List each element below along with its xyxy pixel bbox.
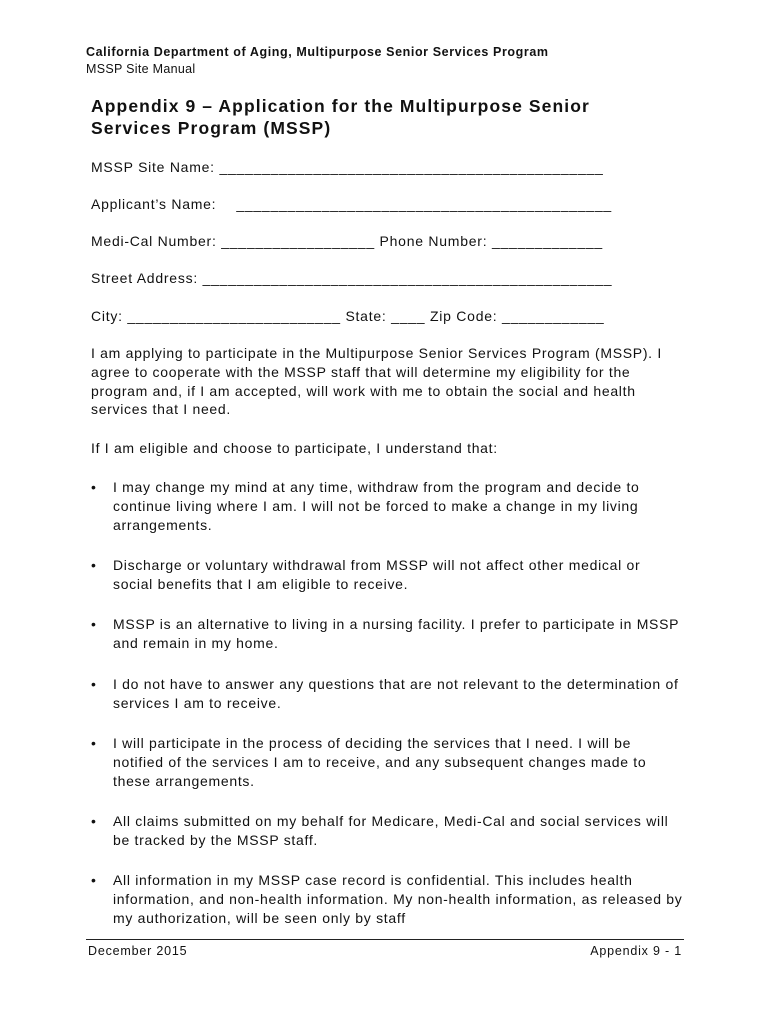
- footer-date: December 2015: [88, 944, 188, 958]
- phone-number-field[interactable]: Phone Number: _____________: [379, 233, 603, 249]
- bullet-icon: •: [91, 616, 97, 632]
- list-item: [91, 871, 683, 927]
- list-item-text: I do not have to answer any questions that are not relevant to the determination of services I am to receive.: [113, 676, 679, 711]
- medi-cal-number-field[interactable]: Medi-Cal Number: __________________: [91, 233, 375, 249]
- understand-lead: If I am eligible and choose to participate, I understand that:: [91, 440, 498, 456]
- list-item-text: MSSP is an alternative to living in a nursing facility. I prefer to participate in MSSP and remain in my home.: [113, 616, 679, 651]
- city-field[interactable]: City: _________________________: [91, 308, 341, 324]
- footer-divider: [86, 939, 684, 940]
- bullet-icon: •: [91, 735, 97, 751]
- list-item: [91, 812, 683, 850]
- list-item: [91, 734, 683, 790]
- city-state-zip-row: [91, 307, 604, 325]
- organization-name: California Department of Aging, Multipurpose Senior Services Program: [86, 45, 549, 59]
- applicant-name-label: Applicant’s Name:: [91, 196, 217, 212]
- list-item-text: I will participate in the process of deciding the services that I need. I will be notified of the services I am to receive, and any subsequent changes made to these arrangements.: [113, 735, 647, 789]
- page-title: Appendix 9 – Application for the Multipurpose Senior Services Program (MSSP): [91, 96, 590, 138]
- applicant-name-field[interactable]: [91, 195, 612, 213]
- list-item: [91, 615, 683, 653]
- intro-paragraph: I am applying to participate in the Multipurpose Senior Services Program (MSSP). I agree to cooperate with the MSSP staff that will determine my eligibility for the program and, if I am accepted, will work with me to obtain the social and health services that I need.: [91, 345, 662, 418]
- document-header: [86, 44, 686, 78]
- list-item: [91, 556, 683, 594]
- state-field[interactable]: State: ____: [345, 308, 426, 324]
- bullet-icon: •: [91, 557, 97, 573]
- manual-name: MSSP Site Manual: [86, 62, 196, 76]
- list-item-text: Discharge or voluntary withdrawal from MSSP will not affect other medical or social benefits that I am eligible to receive.: [113, 557, 641, 592]
- bullet-icon: •: [91, 479, 97, 495]
- bullet-icon: •: [91, 813, 97, 829]
- medi-cal-phone-row: [91, 232, 603, 250]
- list-item-text: All information in my MSSP case record is confidential. This includes health information, and non-health information. My non-health information, as released by my authorization, will be seen only by staff: [113, 872, 683, 926]
- zip-code-field[interactable]: Zip Code: ____________: [429, 308, 605, 324]
- list-item-text: All claims submitted on my behalf for Medicare, Medi-Cal and social services will be tracked by the MSSP staff.: [113, 813, 669, 848]
- bullet-icon: •: [91, 872, 97, 888]
- list-item-text: I may change my mind at any time, withdraw from the program and decide to continue living where I am. I will not be forced to make a change in my living arrangements.: [113, 479, 640, 533]
- street-address-field[interactable]: Street Address: ________________________________________________: [91, 270, 613, 286]
- applicant-name-line[interactable]: ____________________________________________: [236, 196, 612, 212]
- list-item: [91, 675, 683, 713]
- bullet-icon: •: [91, 676, 97, 692]
- site-name-field[interactable]: MSSP Site Name: _____________________________________________: [91, 159, 604, 175]
- footer-page-number: Appendix 9 - 1: [590, 944, 682, 958]
- list-item: [91, 478, 683, 534]
